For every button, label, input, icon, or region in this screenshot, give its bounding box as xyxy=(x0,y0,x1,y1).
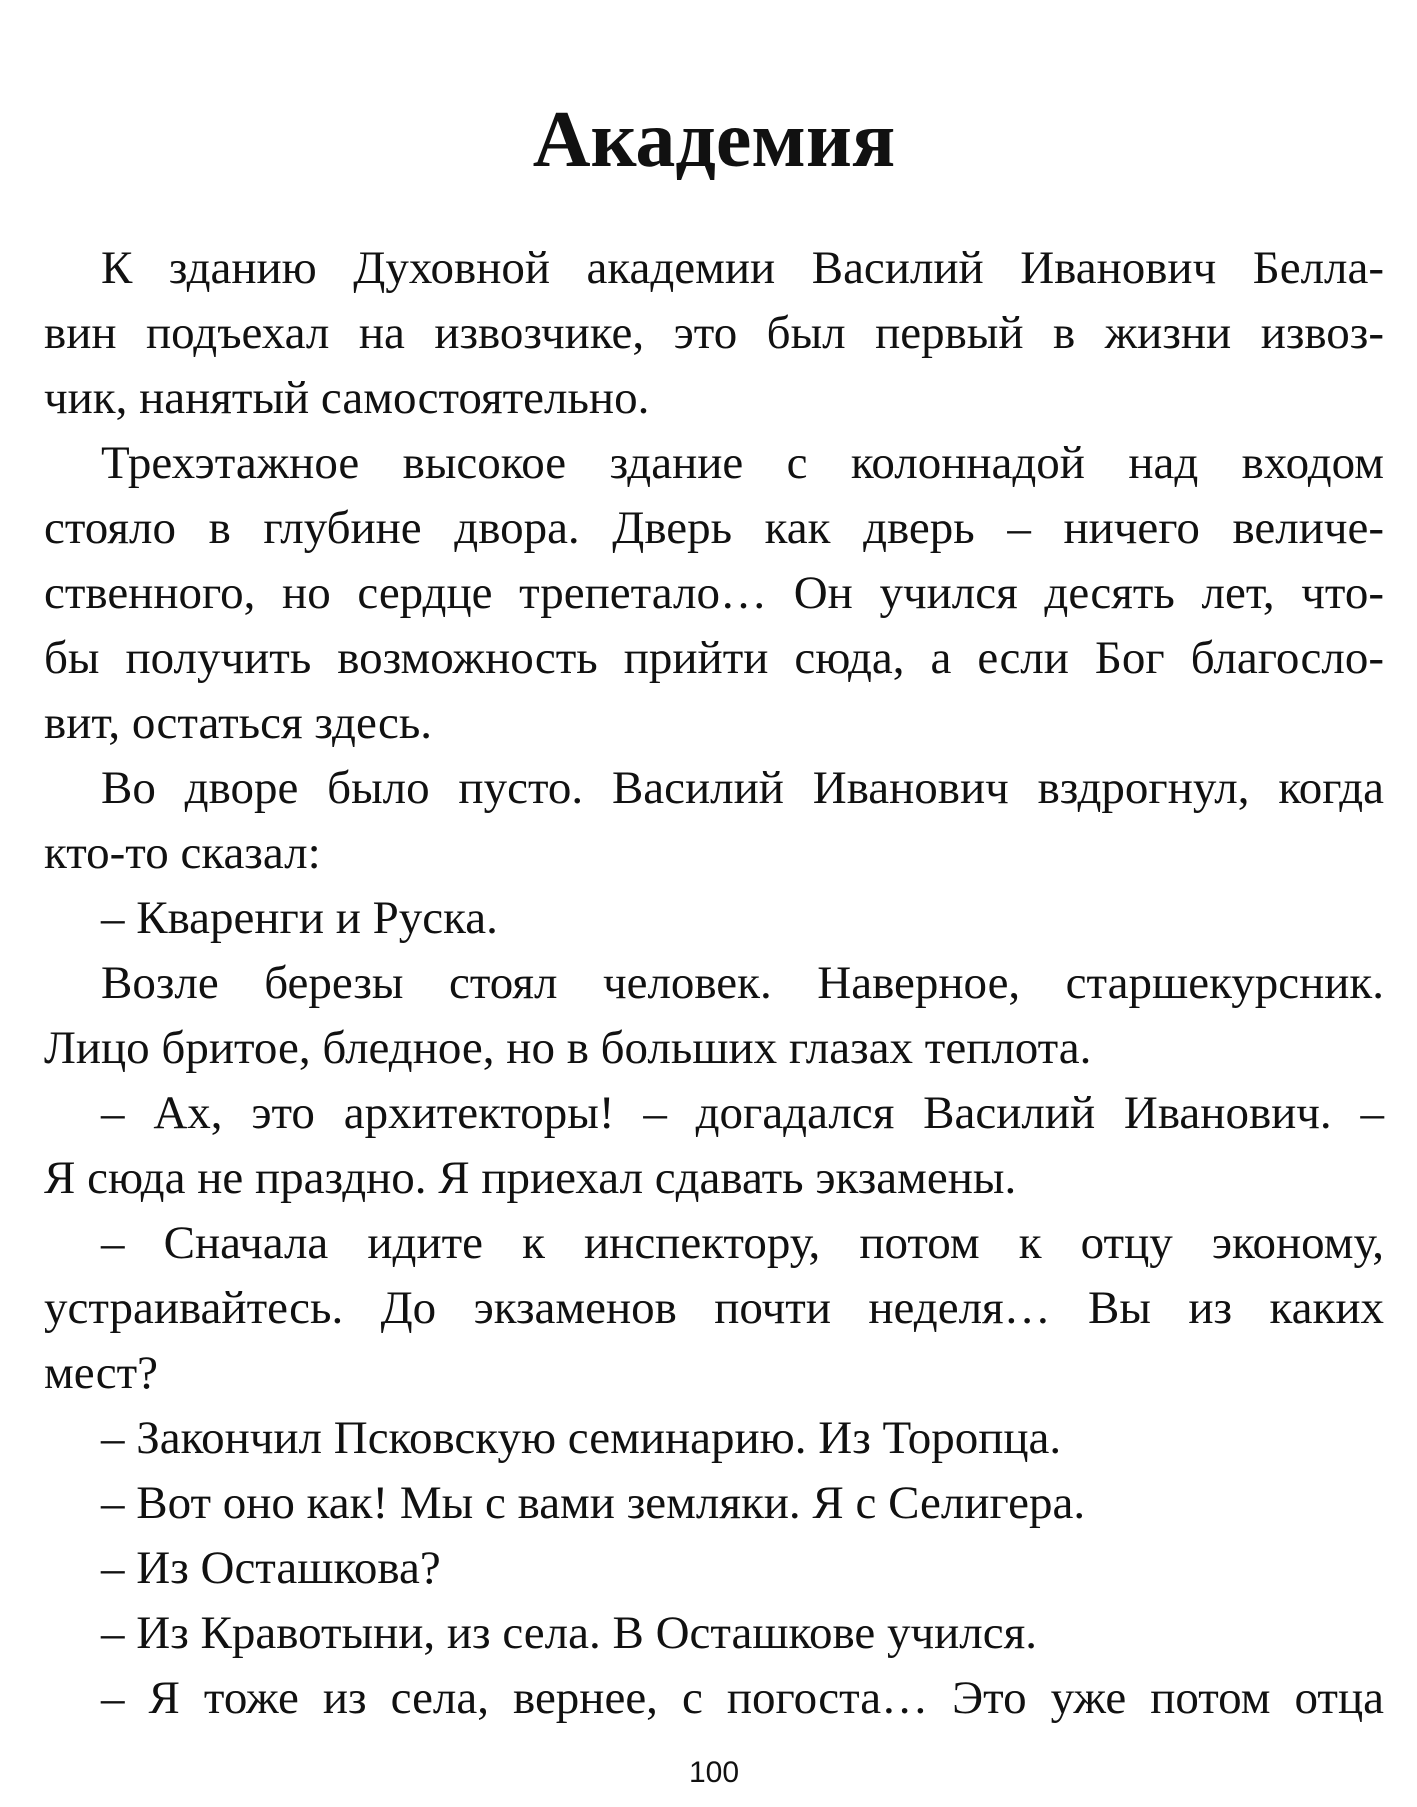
text-line: – Из Кравотыни, из села. В Осташкове учился. xyxy=(101,1607,1037,1659)
page-number: 100 xyxy=(688,1756,740,1789)
chapter-body xyxy=(44,236,1384,1731)
text-line: стояло в глубине двора. Дверь как дверь – ничего величе- xyxy=(44,502,1384,554)
text-line: Во дворе было пусто. Василий Иванович вздрогнул, когда xyxy=(101,762,1384,814)
text-line: кто-то сказал: xyxy=(44,827,321,879)
text-line: – Вот оно как! Мы с вами земляки. Я с Селигера. xyxy=(101,1477,1086,1529)
text-line: Трехэтажное высокое здание с колоннадой над входом xyxy=(101,437,1384,489)
text-line: вин подъехал на извозчике, это был первый в жизни извоз- xyxy=(44,307,1384,359)
text-line: Возле березы стоял человек. Наверное, старшекурсник. xyxy=(101,957,1384,1009)
text-line: – Сначала идите к инспектору, потом к отцу эконому, xyxy=(101,1217,1384,1269)
text-line: – Ах, это архитекторы! – догадался Василий Иванович. – xyxy=(101,1087,1384,1139)
text-line: мест? xyxy=(44,1347,159,1399)
book-page xyxy=(44,0,1384,1807)
text-line: – Из Осташкова? xyxy=(101,1542,441,1594)
text-line: Я сюда не праздно. Я приехал сдавать экзамены. xyxy=(44,1152,1017,1204)
text-line: – Я тоже из села, вернее, с погоста… Это уже потом отца xyxy=(101,1672,1384,1724)
text-line: чик, нанятый самостоятельно. xyxy=(44,372,650,424)
text-line: – Кваренги и Руска. xyxy=(101,892,498,944)
text-line: устраивайтесь. До экзаменов почти неделя… Вы из каких xyxy=(44,1282,1384,1334)
text-line: Лицо бритое, бледное, но в больших глазах теплота. xyxy=(44,1022,1092,1074)
chapter-title: Академия xyxy=(532,96,896,184)
text-line: ственного, но сердце трепетало… Он учился десять лет, что- xyxy=(44,567,1384,619)
text-line: – Закончил Псковскую семинарию. Из Торопца. xyxy=(101,1412,1062,1464)
text-line: бы получить возможность прийти сюда, а если Бог благосло- xyxy=(44,632,1384,684)
text-line: К зданию Духовной академии Василий Иванович Белла- xyxy=(101,242,1384,294)
text-line: вит, остаться здесь. xyxy=(44,697,433,749)
